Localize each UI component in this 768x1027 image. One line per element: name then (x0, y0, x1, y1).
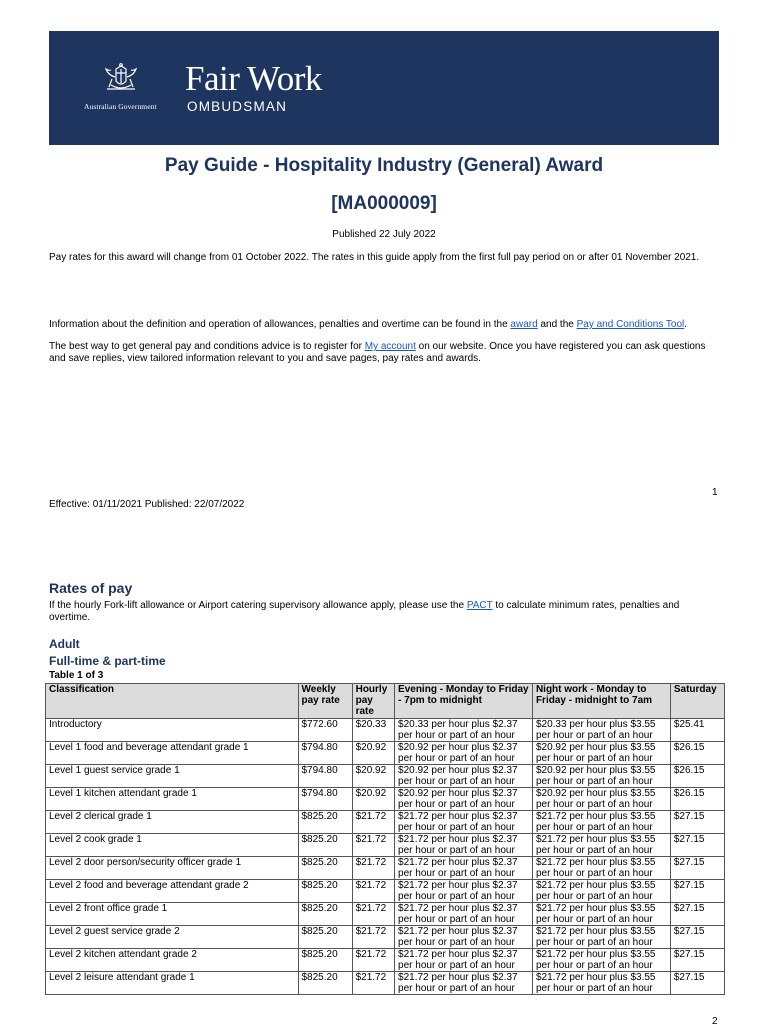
award-code: [MA000009] (331, 193, 437, 214)
table-cell: $21.72 per hour plus $3.55 per hour or part of an hour (532, 926, 670, 949)
award-link[interactable]: award (510, 319, 538, 330)
table-cell: $825.20 (298, 834, 352, 857)
table-cell: Level 2 clerical grade 1 (46, 811, 299, 834)
table-row (46, 719, 725, 742)
table-cell: $20.92 per hour plus $2.37 per hour or part of an hour (395, 765, 533, 788)
table-cell: $21.72 per hour plus $3.55 per hour or part of an hour (532, 949, 670, 972)
rates-change-notice: Pay rates for this award will change from 01 October 2022. The rates in this guide apply from the first full pay period on or after 01 November 2021. (49, 252, 700, 263)
table-label: Table 1 of 3 (49, 670, 104, 681)
table-cell: $26.15 (670, 788, 724, 811)
table-cell: Level 2 guest service grade 2 (46, 926, 299, 949)
info-paragraph (49, 319, 719, 331)
table-cell: $21.72 (352, 834, 394, 857)
table-row (46, 788, 725, 811)
table-cell: $825.20 (298, 811, 352, 834)
table-cell: $21.72 per hour plus $3.55 per hour or part of an hour (532, 880, 670, 903)
column-header: Hourly pay rate (352, 684, 394, 719)
table-cell: $21.72 per hour plus $2.37 per hour or part of an hour (395, 834, 533, 857)
rates-intro-pre: If the hourly Fork-lift allowance or Airport catering supervisory allowance apply, please use the (49, 600, 467, 611)
table-cell: Level 2 food and beverage attendant grade 2 (46, 880, 299, 903)
page-number-2: 2 (712, 1016, 718, 1027)
table-cell: $825.20 (298, 972, 352, 995)
advice-text-post: on our website. Once you have registered you can ask questions and save replies, view tailored information relevant to you and save pages, pay rates and awards. (49, 341, 706, 364)
table-row (46, 765, 725, 788)
published-date: Published 22 July 2022 (332, 229, 436, 240)
table-cell: $21.72 (352, 857, 394, 880)
table-cell: Level 1 guest service grade 1 (46, 765, 299, 788)
table-row (46, 926, 725, 949)
table-row (46, 857, 725, 880)
table-cell: $27.15 (670, 972, 724, 995)
coat-of-arms-icon (103, 63, 139, 95)
table-cell: $794.80 (298, 788, 352, 811)
column-header: Saturday (670, 684, 724, 719)
table-cell: $825.20 (298, 926, 352, 949)
table-cell: Introductory (46, 719, 299, 742)
table-cell: $21.72 per hour plus $2.37 per hour or part of an hour (395, 880, 533, 903)
table-cell: $21.72 (352, 949, 394, 972)
table-cell: $21.72 (352, 926, 394, 949)
table-cell: $20.92 per hour plus $3.55 per hour or part of an hour (532, 765, 670, 788)
table-cell: $21.72 (352, 811, 394, 834)
pact-link[interactable]: PACT (466, 600, 493, 611)
table-cell: $21.72 per hour plus $2.37 per hour or part of an hour (395, 972, 533, 995)
adult-heading: Adult (49, 637, 80, 651)
table-row (46, 742, 725, 765)
table-cell: $21.72 per hour plus $2.37 per hour or part of an hour (395, 903, 533, 926)
table-cell: Level 1 food and beverage attendant grade 1 (46, 742, 299, 765)
table-cell: $825.20 (298, 903, 352, 926)
table-cell: $21.72 per hour plus $2.37 per hour or part of an hour (395, 857, 533, 880)
info-text-mid: and the (537, 319, 577, 330)
table-cell: $825.20 (298, 880, 352, 903)
table-cell: $20.92 per hour plus $2.37 per hour or part of an hour (395, 742, 533, 765)
table-cell: $21.72 per hour plus $2.37 per hour or part of an hour (395, 926, 533, 949)
column-header: Evening - Monday to Friday - 7pm to midnight (395, 684, 533, 719)
table-cell: Level 2 front office grade 1 (46, 903, 299, 926)
effective-date: Effective: 01/11/2021 Published: 22/07/2022 (49, 499, 245, 510)
table-cell: $772.60 (298, 719, 352, 742)
brand-subtitle: OMBUDSMAN (187, 99, 288, 114)
table-cell: $21.72 per hour plus $3.55 per hour or part of an hour (532, 857, 670, 880)
table-cell: $825.20 (298, 949, 352, 972)
table-cell: $825.20 (298, 857, 352, 880)
info-text-pre: Information about the definition and operation of allowances, penalties and overtime can be found in the (49, 319, 511, 330)
pay-rates-table (45, 683, 725, 995)
table-cell: $21.72 per hour plus $2.37 per hour or part of an hour (395, 811, 533, 834)
table-cell: Level 1 kitchen attendant grade 1 (46, 788, 299, 811)
table-row (46, 811, 725, 834)
table-cell: $20.92 (352, 765, 394, 788)
advice-text-pre: The best way to get general pay and conditions advice is to register for (49, 341, 365, 352)
table-cell: $27.15 (670, 811, 724, 834)
table-cell: $27.15 (670, 834, 724, 857)
table-cell: $26.15 (670, 765, 724, 788)
page-title: Pay Guide - Hospitality Industry (General) Award (164, 155, 604, 176)
table-cell: $20.92 (352, 742, 394, 765)
brand-title: Fair Work (185, 59, 322, 98)
table-cell: $27.15 (670, 903, 724, 926)
rates-intro-post: to calculate minimum rates, penalties and overtime. (49, 600, 680, 623)
table-cell: $21.72 (352, 880, 394, 903)
table-header-row (46, 684, 725, 719)
table-cell: $27.15 (670, 857, 724, 880)
info-text-post: . (684, 319, 688, 330)
table-cell: $21.72 (352, 972, 394, 995)
table-cell: $27.15 (670, 949, 724, 972)
column-header: Weekly pay rate (298, 684, 352, 719)
table-cell: Level 2 cook grade 1 (46, 834, 299, 857)
table-cell: $21.72 per hour plus $3.55 per hour or part of an hour (532, 834, 670, 857)
table-cell: $20.33 per hour plus $3.55 per hour or part of an hour (532, 719, 670, 742)
header-banner (49, 31, 719, 145)
table-cell: $20.92 per hour plus $3.55 per hour or part of an hour (532, 742, 670, 765)
fulltime-parttime-heading: Full-time & part-time (49, 654, 166, 668)
table-cell: $20.33 (352, 719, 394, 742)
table-cell: $21.72 per hour plus $2.37 per hour or part of an hour (395, 949, 533, 972)
table-row (46, 834, 725, 857)
table-cell: Level 2 kitchen attendant grade 2 (46, 949, 299, 972)
my-account-link[interactable]: My account (364, 341, 416, 352)
table-row (46, 880, 725, 903)
table-cell: Level 2 leisure attendant grade 1 (46, 972, 299, 995)
column-header: Classification (46, 684, 299, 719)
table-row (46, 949, 725, 972)
table-cell: $27.15 (670, 926, 724, 949)
government-label: Australian Government (84, 102, 157, 111)
table-row (46, 903, 725, 926)
page-number: 1 (712, 487, 718, 498)
advice-paragraph (49, 341, 719, 365)
table-cell: $20.92 per hour plus $2.37 per hour or part of an hour (395, 788, 533, 811)
table-cell: $794.80 (298, 765, 352, 788)
table-cell: $21.72 per hour plus $3.55 per hour or part of an hour (532, 972, 670, 995)
table-cell: $20.92 per hour plus $3.55 per hour or part of an hour (532, 788, 670, 811)
table-cell: $25.41 (670, 719, 724, 742)
column-header: Night work - Monday to Friday - midnight to 7am (532, 684, 670, 719)
rates-of-pay-heading: Rates of pay (49, 580, 133, 596)
table-cell: $27.15 (670, 880, 724, 903)
table-cell: $21.72 per hour plus $3.55 per hour or part of an hour (532, 811, 670, 834)
pay-conditions-tool-link[interactable]: Pay and Conditions Tool (576, 319, 685, 330)
table-cell: $20.33 per hour plus $2.37 per hour or part of an hour (395, 719, 533, 742)
table-cell: $26.15 (670, 742, 724, 765)
table-cell: Level 2 door person/security officer grade 1 (46, 857, 299, 880)
table-cell: $21.72 per hour plus $3.55 per hour or part of an hour (532, 903, 670, 926)
table-cell: $21.72 (352, 903, 394, 926)
table-row (46, 972, 725, 995)
table-cell: $794.80 (298, 742, 352, 765)
rates-intro (49, 600, 719, 624)
table-cell: $20.92 (352, 788, 394, 811)
